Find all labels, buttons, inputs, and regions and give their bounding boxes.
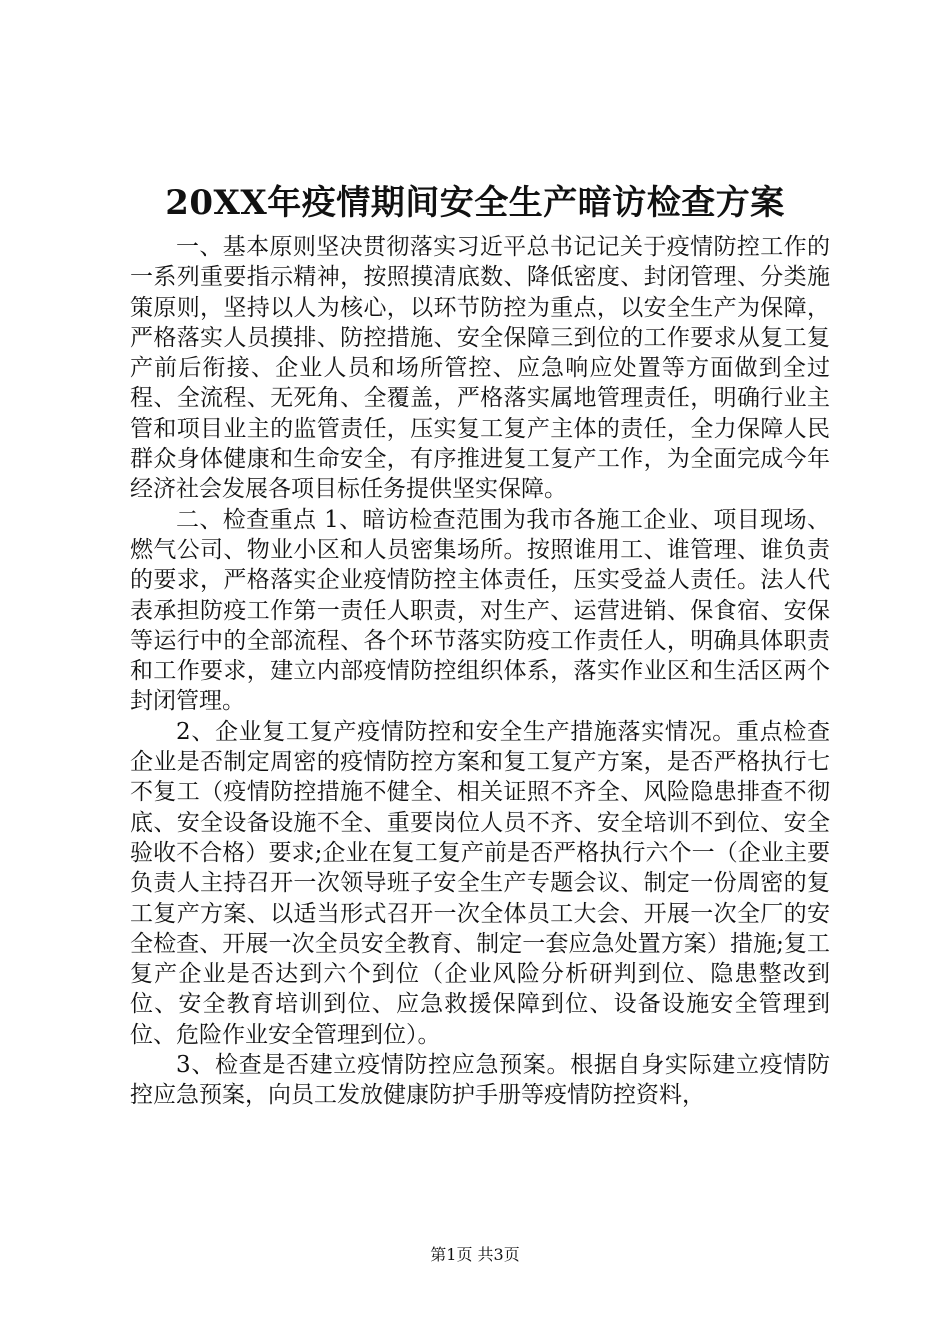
- page-footer: 第1页 共3页: [430, 1245, 520, 1264]
- paragraph-resumption-measures: 2、企业复工复产疫情防控和安全生产措施落实情况。重点检查企业是否制定周密的疫情防控方案和复工复产方案，是否严格执行七不复工（疫情防控措施不健全、相关证照不齐全、风险隐患排查不彻底、安全设备设施不全、重要岗位人员不齐、安全培训不到位、安全验收不合格）要求;企业在复工复产前是否严格执行六个一（企业主要负责人主持召开一次领导班子安全生产专题会议、制定一份周密的复工复产方案、以适当形式召开一次全体员工大会、开展一次全厂的安全检查、开展一次全员安全教育、制定一套应急处置方案）措施;复工复产企业是否达到六个到位（企业风险分析研判到位、隐患整改到位、安全教育培训到位、应急救援保障到位、设备设施安全管理到位、危险作业安全管理到位）。: [130, 718, 830, 1048]
- paragraph-inspection-focus: 二、检查重点 1、暗访检查范围为我市各施工企业、项目现场、燃气公司、物业小区和人员密集场所。按照谁用工、谁管理、谁负责的要求，严格落实企业疫情防控主体责任，压实受益人责任。法人代表承担防疫工作第一责任人职责，对生产、运营进销、保食宿、安保等运行中的全部流程、各个环节落实防疫工作责任人，明确具体职责和工作要求，建立内部疫情防控组织体系，落实作业区和生活区两个封闭管理。: [130, 506, 830, 715]
- paragraph-emergency-plan: 3、检查是否建立疫情防控应急预案。根据自身实际建立疫情防控应急预案，向员工发放健康防护手册等疫情防控资料，: [130, 1052, 830, 1109]
- paragraph-basic-principles: 一、基本原则坚决贯彻落实习近平总书记记关于疫情防控工作的一系列重要指示精神，按照摸清底数、降低密度、封闭管理、分类施策原则，坚持以人为核心，以环节防控为重点，以安全生产为保障，严格落实人员摸排、防控措施、安全保障三到位的工作要求从复工复产前后衔接、企业人员和场所管控、应急响应处置等方面做到全过程、全流程、无死角、全覆盖，严格落实属地管理责任，明确行业主管和项目业主的监管责任，压实复工复产主体的责任，全力保障人民群众身体健康和生命安全，有序推进复工复产工作，为全面完成今年经济社会发展各项目标任务提供坚实保障。: [130, 234, 830, 503]
- document-title: 20XX年疫情期间安全生产暗访检查方案: [165, 183, 785, 223]
- document-body: [130, 232, 830, 1111]
